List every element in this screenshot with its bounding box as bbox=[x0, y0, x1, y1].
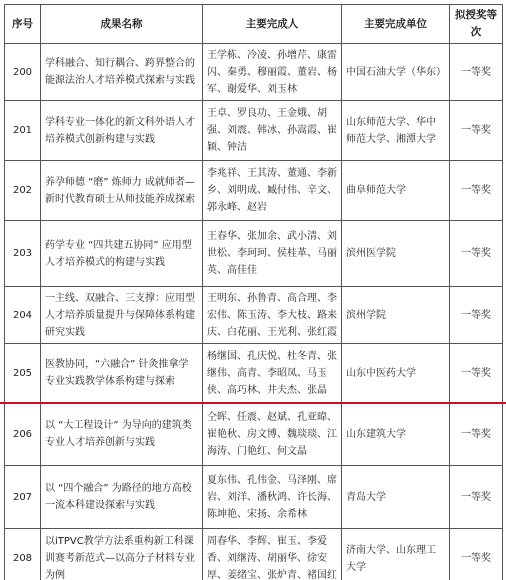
table-header-row bbox=[5, 5, 503, 44]
cell-no: 203 bbox=[5, 221, 41, 287]
table-row bbox=[5, 403, 503, 466]
cell-unit: 济南大学、山东理工大学 bbox=[342, 529, 450, 580]
cell-no: 204 bbox=[5, 287, 41, 344]
cell-unit: 山东师范大学、华中师范大学、湘潭大学 bbox=[342, 101, 450, 161]
cell-award: 一等奖 bbox=[450, 44, 503, 101]
cell-no: 208 bbox=[5, 529, 41, 580]
header-award: 拟授奖等次 bbox=[450, 5, 503, 44]
cell-people: 杨继国、孔庆悦、杜冬青、张继伟、高青、李昭凤、马玉侠、高巧林、井夫杰、张晶 bbox=[203, 344, 342, 403]
cell-people: 王明东、孙鲁青、高合理、李宏伟、陈玉涛、李大枝、路来庆、白花丽、王光利、张红霞 bbox=[203, 287, 342, 344]
cell-unit: 青岛大学 bbox=[342, 466, 450, 529]
cell-name: 养孕师德 “磨” 炼师力 成就师者—新时代教育硕士从师技能养成探索 bbox=[41, 161, 203, 221]
award-table bbox=[4, 4, 503, 580]
cell-name: 医教协同，“六融合” 针灸推拿学专业实践教学体系构建与探索 bbox=[41, 344, 203, 403]
cell-no: 201 bbox=[5, 101, 41, 161]
cell-people: 王卓、罗良功、王金娥、胡强、刘震、韩冰、孙嵩霞、崔颖、钟洁 bbox=[203, 101, 342, 161]
table-row bbox=[5, 344, 503, 403]
table-row bbox=[5, 161, 503, 221]
cell-no: 206 bbox=[5, 403, 41, 466]
cell-name: 以iTPVC教学方法系重构新工科课训赛考新范式—以高分子材料专业为例 bbox=[41, 529, 203, 580]
cell-unit: 中国石油大学（华东） bbox=[342, 44, 450, 101]
cell-people: 周春华、李辉、崔玉、李爱香、刘继涛、胡丽华、徐安厚、姜绪宝、张炉青、褚国红 bbox=[203, 529, 342, 580]
cell-name: 以 “四个融合” 为路径的地方高校一流本科建设探索与实践 bbox=[41, 466, 203, 529]
header-unit: 主要完成单位 bbox=[342, 5, 450, 44]
cell-unit: 山东建筑大学 bbox=[342, 403, 450, 466]
table-row bbox=[5, 101, 503, 161]
cell-award: 一等奖 bbox=[450, 466, 503, 529]
cell-name: 以 “大工程设计” 为导向的建筑类专业人才培养创新与实践 bbox=[41, 403, 203, 466]
header-people: 主要完成人 bbox=[203, 5, 342, 44]
cell-name: 药学专业 “四共建五协同” 应用型人才培养模式的构建与实践 bbox=[41, 221, 203, 287]
cell-people: 李兆祥、王其涛、董通、李新乡、刘明成、臧付伟、辛文、郭永峰、赵岩 bbox=[203, 161, 342, 221]
cell-award: 一等奖 bbox=[450, 221, 503, 287]
header-no: 序号 bbox=[5, 5, 41, 44]
cell-name: 一主线、双融合、三支撑：应用型人才培养质量提升与保障体系构建研究实践 bbox=[41, 287, 203, 344]
cell-award: 一等奖 bbox=[450, 403, 503, 466]
cell-unit: 曲阜师范大学 bbox=[342, 161, 450, 221]
cell-no: 200 bbox=[5, 44, 41, 101]
cell-people: 仝晖、任震、赵斌、孔亚暐、崔艳秋、房文博、魏琰琰、江海涛、门艳红、何文晶 bbox=[203, 403, 342, 466]
cell-unit: 山东中医药大学 bbox=[342, 344, 450, 403]
cell-unit: 滨州医学院 bbox=[342, 221, 450, 287]
cell-award: 一等奖 bbox=[450, 529, 503, 580]
cell-name: 学科专业一体化的新文科外语人才培养模式创新构建与实践 bbox=[41, 101, 203, 161]
cell-no: 202 bbox=[5, 161, 41, 221]
red-highlight-line bbox=[0, 402, 506, 404]
cell-no: 205 bbox=[5, 344, 41, 403]
cell-unit: 滨州学院 bbox=[342, 287, 450, 344]
cell-award: 一等奖 bbox=[450, 161, 503, 221]
cell-people: 夏东伟、孔伟金、马泽刚、席岩、刘洋、潘秋鸿、许长海、陈坤艳、宋扬、余希林 bbox=[203, 466, 342, 529]
cell-no: 207 bbox=[5, 466, 41, 529]
cell-people: 王学栋、冷凌、孙增芹、康雷闪、秦勇、穆丽霞、董岩、杨军、谢爱华、刘玉林 bbox=[203, 44, 342, 101]
table-row bbox=[5, 44, 503, 101]
cell-name: 学科融合、知行耦合、跨界整合的能源法治人才培养模式探索与实践 bbox=[41, 44, 203, 101]
cell-award: 一等奖 bbox=[450, 344, 503, 403]
cell-award: 一等奖 bbox=[450, 101, 503, 161]
cell-people: 王春华、张加余、武小清、刘世松、李珂珂、侯桂革、马丽英、高佳佳 bbox=[203, 221, 342, 287]
table-row bbox=[5, 529, 503, 580]
table-row bbox=[5, 466, 503, 529]
cell-award: 一等奖 bbox=[450, 287, 503, 344]
table-row bbox=[5, 287, 503, 344]
header-name: 成果名称 bbox=[41, 5, 203, 44]
table-row bbox=[5, 221, 503, 287]
